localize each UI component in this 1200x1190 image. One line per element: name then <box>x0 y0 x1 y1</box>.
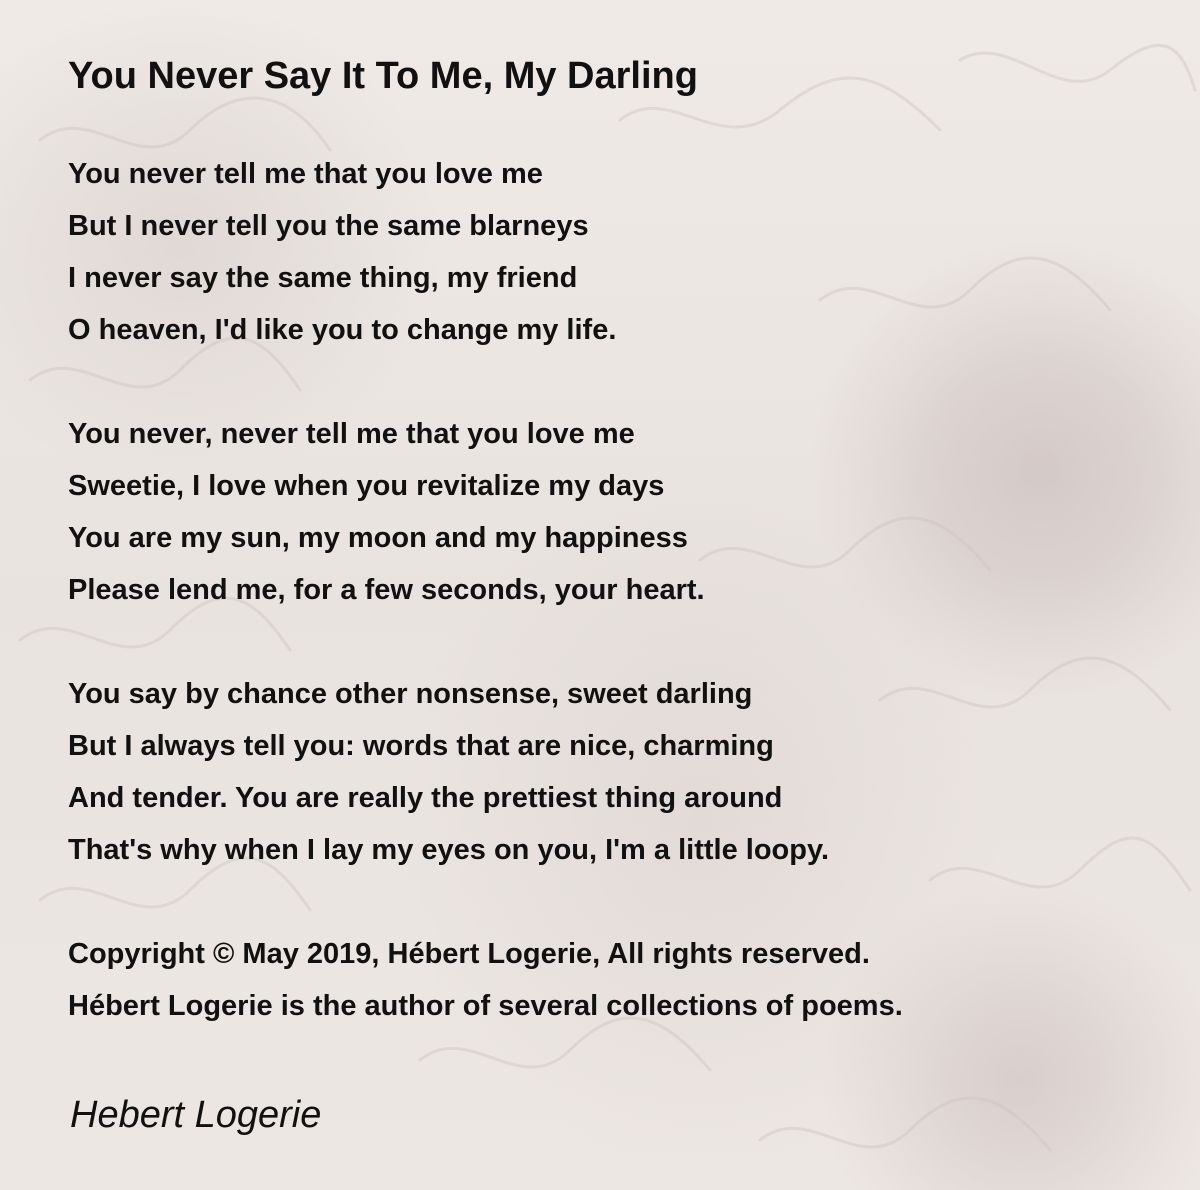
poem-line: I never say the same thing, my friend <box>68 262 578 294</box>
poem-line: And tender. You are really the prettiest thing around <box>68 782 783 814</box>
stanza-2 <box>68 408 1148 616</box>
poem-line: Please lend me, for a few seconds, your heart. <box>68 574 705 606</box>
poem-line: You never, never tell me that you love me <box>68 418 635 450</box>
copyright-notice <box>68 928 1148 1032</box>
poem-line: O heaven, I'd like you to change my life. <box>68 314 617 346</box>
poem-container <box>68 48 1148 1084</box>
poem-line: But I never tell you the same blarneys <box>68 210 589 242</box>
poem-line: That's why when I lay my eyes on you, I'm a little loopy. <box>68 834 829 866</box>
stanza-1 <box>68 148 1148 356</box>
copyright-line: Copyright © May 2019, Hébert Logerie, All rights reserved. <box>68 938 870 970</box>
poem-title: You Never Say It To Me, My Darling <box>68 55 698 97</box>
author-bio-line: Hébert Logerie is the author of several collections of poems. <box>68 990 903 1022</box>
poem-line: You never tell me that you love me <box>68 158 543 190</box>
poem-line: You are my sun, my moon and my happiness <box>68 522 688 554</box>
stanza-3 <box>68 668 1148 876</box>
poem-line: You say by chance other nonsense, sweet darling <box>68 678 753 710</box>
poem-line: Sweetie, I love when you revitalize my days <box>68 470 665 502</box>
poem-line: But I always tell you: words that are nice, charming <box>68 730 774 762</box>
author-signature: Hebert Logerie <box>70 1094 322 1136</box>
